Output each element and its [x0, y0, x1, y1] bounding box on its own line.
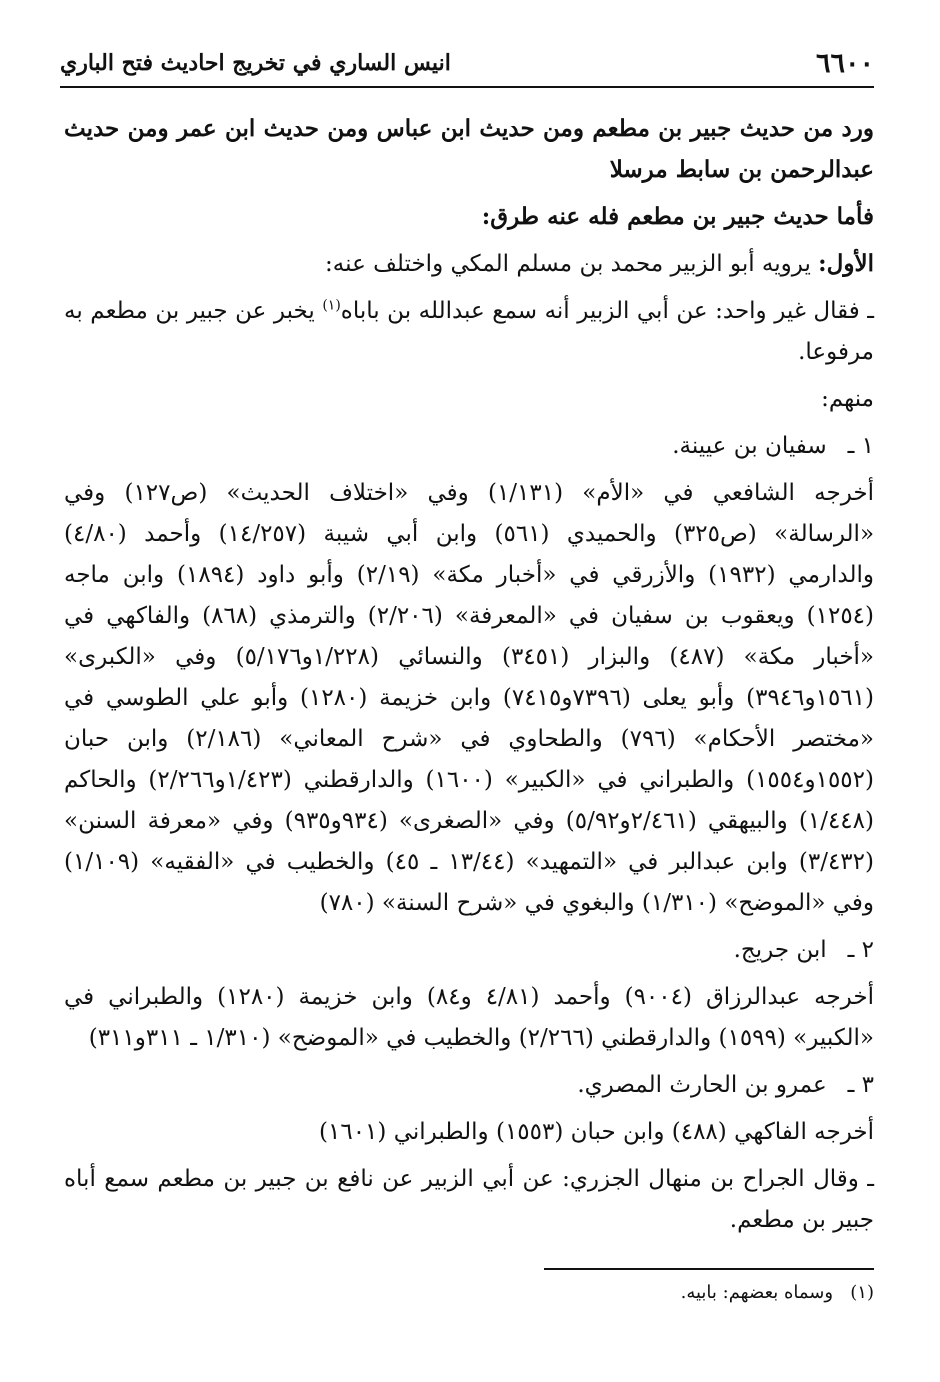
many-paragraph: [64, 291, 874, 373]
narrator-3-number: ٣ ـ: [847, 1072, 874, 1098]
narrator-1-number: ١ ـ: [847, 433, 874, 459]
many-text-a: ـ فقال غير واحد: عن أبي الزبير أنه سمع عبدالله بن باباه: [340, 298, 874, 324]
footnote-text: وسماه بعضهم: بابيه.: [680, 1282, 834, 1303]
narrator-3-name: عمرو بن الحارث المصري.: [577, 1072, 827, 1098]
narrator-2-name: ابن جريج.: [733, 937, 827, 963]
book-title: انيس الساري في تخريج احاديث فتح الباري: [60, 50, 451, 76]
first-text: يرويه أبو الزبير محمد بن مسلم المكي واختلف عنه:: [325, 251, 811, 277]
page-body: [64, 108, 874, 1241]
first-label: الأول:: [818, 250, 874, 277]
jarrah-paragraph: ـ وقال الجراح بن منهال الجزري: عن أبي الزبير عن نافع بن جبير بن مطعم سمع أباه جبير بن مطعم.: [64, 1166, 874, 1233]
page-number: ٦٦٠٠: [815, 48, 874, 79]
footnote: [64, 1278, 874, 1308]
footnote-mark: (١): [322, 297, 341, 314]
page-header: [60, 44, 874, 88]
narrator-1-name: سفيان بن عيينة.: [672, 433, 827, 459]
many-text-b: يخبر عن جبير بن مطعم به مرفوعا.: [64, 298, 874, 365]
narrator-2-number: ٢ ـ: [847, 937, 874, 963]
narrator-1: [64, 426, 874, 467]
intro-paragraph: ورد من حديث جبير بن مطعم ومن حديث ابن عباس ومن حديث ابن عمر ومن حديث عبدالرحمن بن سابط مرسلا: [64, 115, 874, 183]
among-them: منهم:: [821, 386, 874, 412]
narrator-2: [64, 930, 874, 971]
narrator-3-sources: أخرجه الفاكهي (٤٨٨) وابن حبان (١٥٥٣) والطبراني (١٦٠١): [319, 1119, 874, 1145]
narrator-3: [64, 1065, 874, 1106]
footnote-separator: [544, 1268, 874, 1270]
narrator-2-sources: أخرجه عبدالرزاق (٩٠٠٤) وأحمد (٤/٨١ و٨٤) وابن خزيمة (١٢٨٠) والطبراني في «الكبير» (١٥٩٩) والدارقطني (٢/٢٦٦) والخطيب في «الموضح» (١/٣١٠ ـ ٣١١و٣١١): [64, 984, 874, 1051]
jubayr-heading: فأما حديث جبير بن مطعم فله عنه طرق:: [481, 203, 874, 230]
footnote-number: (١): [850, 1282, 874, 1303]
narrator-1-sources: أخرجه الشافعي في «الأم» (١/١٣١) وفي «اختلاف الحديث» (ص١٢٧) وفي «الرسالة» (ص٣٢٥) والحميدي (٥٦١) وابن أبي شيبة (١٤/٢٥٧) وأحمد (٤/٨٠) والدارمي (١٩٣٢) والأزرقي في «أخبار مكة» (٢/١٩) وأبو داود (١٨٩٤) وابن ماجه (١٢٥٤) ويعقوب بن سفيان في «المعرفة» (٢/٢٠٦) والترمذي (٨٦٨) والفاكهي في «أخبار مكة» (٤٨٧) والبزار (٣٤٥١) والنسائي (١/٢٢٨و٥/١٧٦) وفي «الكبرى» (١٥٦١و٣٩٤٦) وأبو يعلى (٧٣٩٦و٧٤١٥) وابن خزيمة (١٢٨٠) وأبو علي الطوسي في «مختصر الأحكام» (٧٩٦) والطحاوي في «شرح المعاني» (٢/١٨٦) وابن حبان (١٥٥٢و١٥٥٤) والطبراني في «الكبير» (١٦٠٠) والدارقطني (١/٤٢٣و٢/٢٦٦) والحاكم (١/٤٤٨) والبيهقي (٢/٤٦١و٥/٩٢) وفي «الصغرى» (٩٣٤و٩٣٥) وفي «معرفة السنن» (٣/٤٣٢) وابن عبدالبر في «التمهيد» (١٣/٤٤ ـ ٤٥) والخطيب في «الفقيه» (١/١٠٩) وفي «الموضح» (١/٣١٠) والبغوي في «شرح السنة» (٧٨٠): [64, 480, 875, 916]
first-route: [64, 243, 874, 285]
